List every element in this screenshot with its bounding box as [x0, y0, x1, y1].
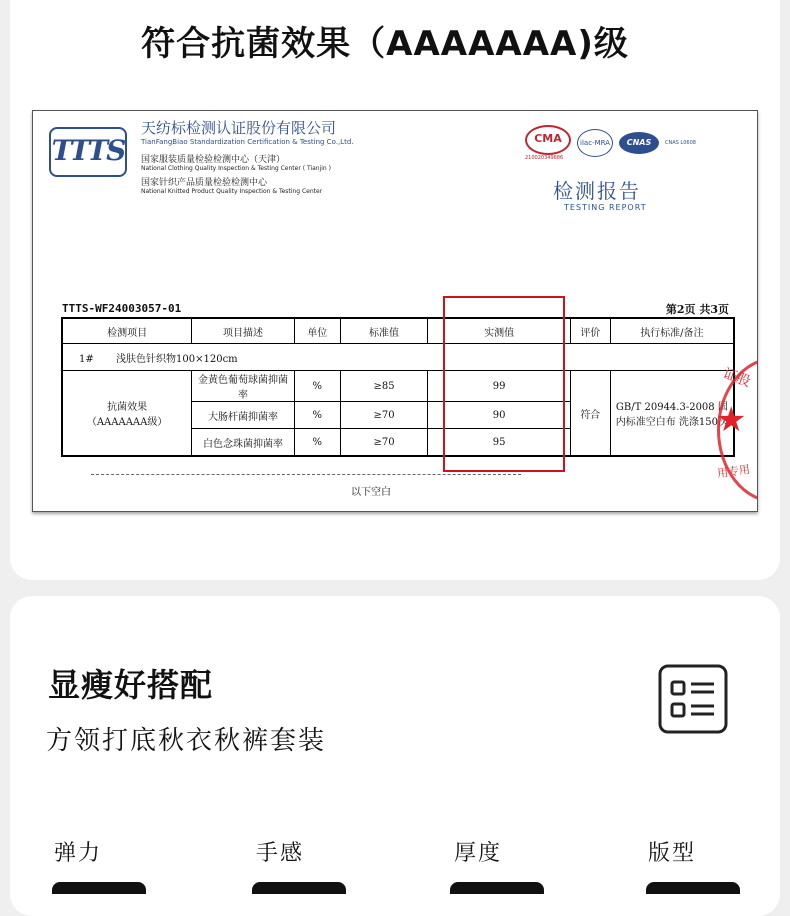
desc-cell: 金黄色葡萄球菌抑菌率: [192, 371, 295, 402]
header-cell: 评价: [570, 318, 610, 344]
header-cell: 检测项目: [62, 318, 192, 344]
attribute-bar: [450, 882, 544, 894]
stamp-text-top: 证股: [720, 365, 753, 391]
cma-number: 210020349686: [525, 155, 564, 161]
section-subtitle: 方领打底秋衣秋裤套装: [46, 726, 327, 756]
ttts-logo: TTTS: [49, 127, 127, 177]
standard-cell: ≥70: [340, 429, 428, 457]
center2: 国家针织产品质量检验检测中心: [141, 178, 268, 188]
report-title: 检测报告: [553, 179, 641, 203]
desc-cell: 白色念珠菌抑菌率: [192, 429, 295, 457]
stamp-text-bottom: 用专用: [716, 462, 751, 481]
cert-logos: [525, 125, 696, 161]
table-row: [62, 371, 734, 402]
report-title-en: TESTING REPORT: [564, 203, 647, 212]
header-cell: 标准值: [340, 318, 428, 344]
attribute-fit: 版型: [648, 841, 697, 866]
feature-card: [10, 596, 780, 916]
sample-cell: [62, 344, 734, 371]
method-cell: GB/T 20944.3-2008 国内标准空白布 洗涤150次: [610, 371, 734, 457]
ilac-mra-logo: ilac-MRA: [577, 129, 613, 157]
blank-divider: [91, 474, 521, 475]
sample-desc: 浅肤色针织物100×120cm: [116, 353, 238, 365]
standard-cell: ≥70: [340, 402, 428, 429]
attribute-thickness: 厚度: [454, 841, 503, 866]
center1: 国家服装质量检验检测中心（天津）: [141, 155, 286, 165]
blank-note: 以下空白: [351, 487, 391, 498]
org-name-en: TianFangBiao Standardization Certification & Testing Co.,Ltd.: [141, 138, 354, 146]
unit-cell: %: [294, 429, 340, 457]
header-cell: 实测值: [428, 318, 570, 344]
item-cell: [62, 371, 192, 457]
header-cell: 执行标准/备注: [610, 318, 734, 344]
attribute-feel: 手感: [256, 841, 305, 866]
unit-cell: %: [294, 402, 340, 429]
table-header-row: [62, 318, 734, 344]
attribute-bar: [52, 882, 146, 894]
sample-no: 1#: [79, 353, 94, 365]
standard-cell: ≥85: [340, 371, 428, 402]
attribute-elasticity: 弹力: [54, 841, 103, 866]
measured-highlight-box: [443, 296, 565, 472]
cnas-number: CNAS L0608: [665, 140, 696, 146]
cnas-logo: CNAS: [619, 132, 659, 154]
list-icon[interactable]: [658, 664, 728, 734]
measured-cell: 95: [428, 429, 570, 457]
results-table: [61, 317, 735, 457]
headline: 符合抗菌效果（AAAAAAA)级: [141, 24, 629, 64]
evaluation-cell: 符合: [570, 371, 610, 457]
header-cell: 项目描述: [192, 318, 295, 344]
stamp-star-icon: ★: [716, 400, 747, 440]
cma-mark: CMA: [525, 125, 571, 155]
center1-en: National Clothing Quality Inspection & Testing Center ( Tianjin ): [141, 165, 331, 172]
center2-en: National Knitted Product Quality Inspection & Testing Center: [141, 188, 323, 195]
cma-logo: [525, 125, 571, 161]
report-card: [10, 0, 780, 580]
measured-cell: 99: [428, 371, 570, 402]
sample-row: [62, 344, 734, 371]
item-grade: （AAAAAAA级）: [86, 417, 168, 428]
desc-cell: 大肠杆菌抑菌率: [192, 402, 295, 429]
item-name: 抗菌效果: [107, 402, 148, 413]
page-info: 第2页 共3页: [665, 303, 729, 316]
org-name: 天纺标检测认证股份有限公司: [141, 119, 337, 137]
attribute-bar: [252, 882, 346, 894]
attribute-bar: [646, 882, 740, 894]
measured-cell: 90: [428, 402, 570, 429]
test-report-image: [32, 110, 758, 512]
unit-cell: %: [294, 371, 340, 402]
header-cell: 单位: [294, 318, 340, 344]
section-title: 显瘦好搭配: [48, 666, 214, 704]
org-block: [141, 117, 354, 198]
report-number: TTTS-WF24003057-01: [62, 302, 182, 315]
